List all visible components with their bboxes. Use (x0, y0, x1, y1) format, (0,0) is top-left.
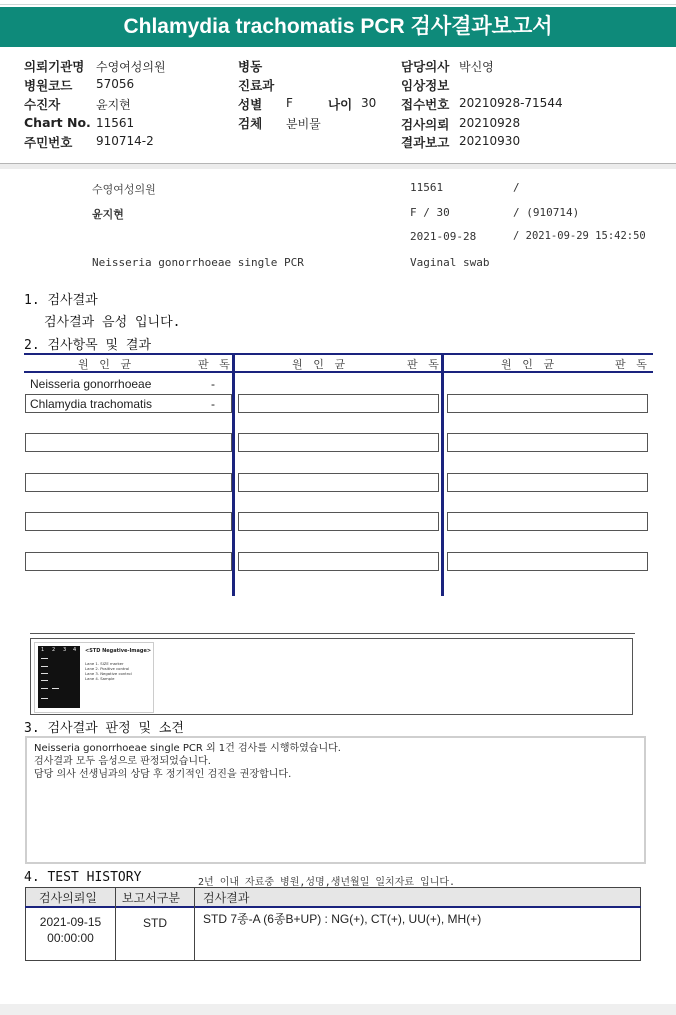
history-col-type: 보고서구분 (122, 891, 180, 905)
gel-band (41, 698, 48, 699)
pi-specimen-type: Vaginal swab (410, 256, 490, 269)
gel-band (41, 673, 48, 674)
opinion-box (25, 736, 646, 864)
pi-sex-age: F / 30 (410, 206, 450, 219)
empty-cell (238, 473, 439, 492)
pi-report-datetime: / 2021-09-29 15:42:50 (513, 230, 646, 242)
examinee-label: 수진자 (24, 97, 61, 112)
age-value: 30 (361, 96, 377, 110)
section4-title: 4. TEST HISTORY (24, 870, 142, 885)
lane-number: 3 (63, 647, 67, 653)
clinical-info-label: 임상정보 (401, 78, 450, 93)
id-no-label: 주민번호 (24, 135, 73, 150)
history-row-type: STD (143, 916, 167, 930)
opinion-line: 담당 의사 선생님과의 상담 후 정기적인 검진을 권장합니다. (34, 769, 292, 780)
gel-band (41, 688, 48, 689)
history-col-divider (194, 887, 195, 961)
report-date-label: 결과보고 (401, 135, 450, 150)
history-note: 2년 이내 자료중 병원,성명,생년월일 일치자료 입니다. (198, 877, 456, 888)
examinee-value: 윤지현 (96, 98, 131, 112)
col-header-result-2: 판 독 (407, 358, 441, 371)
report-date-value: 20210930 (459, 134, 521, 148)
doctor-label: 담당의사 (401, 59, 450, 74)
history-row-time: 00:00:00 (47, 931, 94, 945)
pi-test-name: Neisseria gonorrhoeae single PCR (92, 256, 304, 269)
request-date-label: 검사의뢰 (401, 117, 450, 132)
col-header-result-3: 판 독 (615, 358, 649, 371)
empty-cell (447, 433, 648, 452)
pi-receipt-date: 2021-09-28 (410, 230, 477, 243)
report-title: Chlamydia trachomatis PCR 검사결과보고서 (0, 7, 676, 47)
history-header-rule (25, 906, 641, 908)
age-label: 나이 (328, 97, 353, 112)
hospital-code-label: 병원코드 (24, 78, 73, 93)
chart-no-value: 11561 (96, 116, 135, 130)
pi-chart: 11561 (410, 181, 444, 194)
specimen-label: 검체 (238, 116, 263, 131)
pi-birth: / (910714) (513, 206, 580, 219)
empty-cell (238, 552, 439, 571)
row2-pathogen: Chlamydia trachomatis (30, 397, 153, 411)
institution-label: 의뢰기관명 (24, 59, 85, 74)
gel-band (41, 680, 48, 681)
row2-result: - (211, 397, 215, 411)
institution-value: 수영여성의원 (96, 60, 166, 74)
table-top-rule (24, 353, 653, 355)
row1-result: - (211, 377, 215, 391)
ward-label: 병동 (238, 59, 263, 74)
gel-band (41, 666, 48, 667)
sex-value: F (286, 96, 293, 110)
gel-image (34, 642, 154, 713)
opinion-line: Neisseria gonorrhoeae single PCR 외 1건 검사를 시행하였습니다. (34, 743, 341, 754)
gel-legend (85, 661, 132, 681)
empty-cell (447, 473, 648, 492)
col-header-pathogen-1: 원 인 균 (78, 358, 134, 371)
history-col-result: 검사결과 (203, 891, 250, 905)
empty-cell (447, 512, 648, 531)
col-header-pathogen-3: 원 인 균 (501, 358, 557, 371)
gel-band (52, 688, 59, 689)
footer-band (0, 1004, 676, 1015)
opinion-line: 검사결과 모두 음성으로 판정되었습니다. (34, 756, 211, 767)
request-date-value: 20210928 (459, 116, 521, 130)
table-col-divider-1 (232, 353, 235, 596)
row2-cell-col3 (447, 394, 648, 413)
lane-number: 4 (73, 647, 77, 653)
section1-title: 1. 검사결과 (24, 293, 98, 308)
empty-cell (238, 433, 439, 452)
col-header-pathogen-2: 원 인 균 (292, 358, 348, 371)
empty-cell (25, 433, 232, 452)
pi-clinic: 수영여성의원 (92, 183, 156, 196)
empty-cell (25, 512, 232, 531)
section2-title: 2. 검사항목 및 결과 (24, 338, 152, 353)
history-row-date: 2021-09-15 (39, 915, 102, 929)
gel-area-top-rule (30, 633, 635, 634)
empty-cell (447, 552, 648, 571)
chart-no-label: Chart No. (24, 115, 91, 130)
gel-legend-item: Lane 4. Sample (85, 676, 115, 681)
doctor-value: 박신영 (459, 60, 494, 74)
table-col-divider-2 (441, 353, 444, 596)
receipt-no-value: 20210928-71544 (459, 96, 563, 110)
pi-slash: / (513, 181, 520, 194)
department-label: 진료과 (238, 78, 275, 93)
top-border (0, 4, 676, 5)
gel-legend-item: Lane 2. Positive control (85, 666, 130, 671)
history-row-date-cell (26, 914, 115, 946)
lane-number: 1 (41, 647, 45, 653)
id-no-value: 910714-2 (96, 134, 154, 148)
history-row-result: STD 7종-A (6종B+UP) : NG(+), CT(+), UU(+), MH(+) (203, 912, 482, 926)
col-header-result-1: 판 독 (198, 358, 232, 371)
gel-legend-item: Lane 3. Negative control (85, 671, 132, 676)
receipt-no-label: 접수번호 (401, 97, 450, 112)
empty-cell (25, 552, 232, 571)
section3-title: 3. 검사결과 판정 및 소견 (24, 721, 184, 736)
row2-cell-col2 (238, 394, 439, 413)
gel-band (41, 658, 48, 659)
row1-pathogen: Neisseria gonorrhoeae (30, 377, 152, 391)
section1-summary: 검사결과 음성 입니다. (44, 315, 181, 330)
specimen-value: 분비물 (286, 117, 321, 131)
pi-name: 윤지현 (92, 208, 124, 221)
lane-number: 2 (52, 647, 56, 653)
hospital-code-value: 57056 (96, 77, 135, 91)
gel-caption: <STD Negative-Image> (85, 648, 152, 654)
gel-legend-item: Lane 1. SIZE marker (85, 661, 124, 666)
history-header-bg (26, 888, 640, 907)
header-separator (0, 163, 676, 169)
history-col-date: 검사의뢰일 (39, 891, 97, 905)
empty-cell (238, 512, 439, 531)
sex-label: 성별 (238, 97, 263, 112)
gel-lanes-panel (38, 646, 80, 708)
empty-cell (25, 473, 232, 492)
